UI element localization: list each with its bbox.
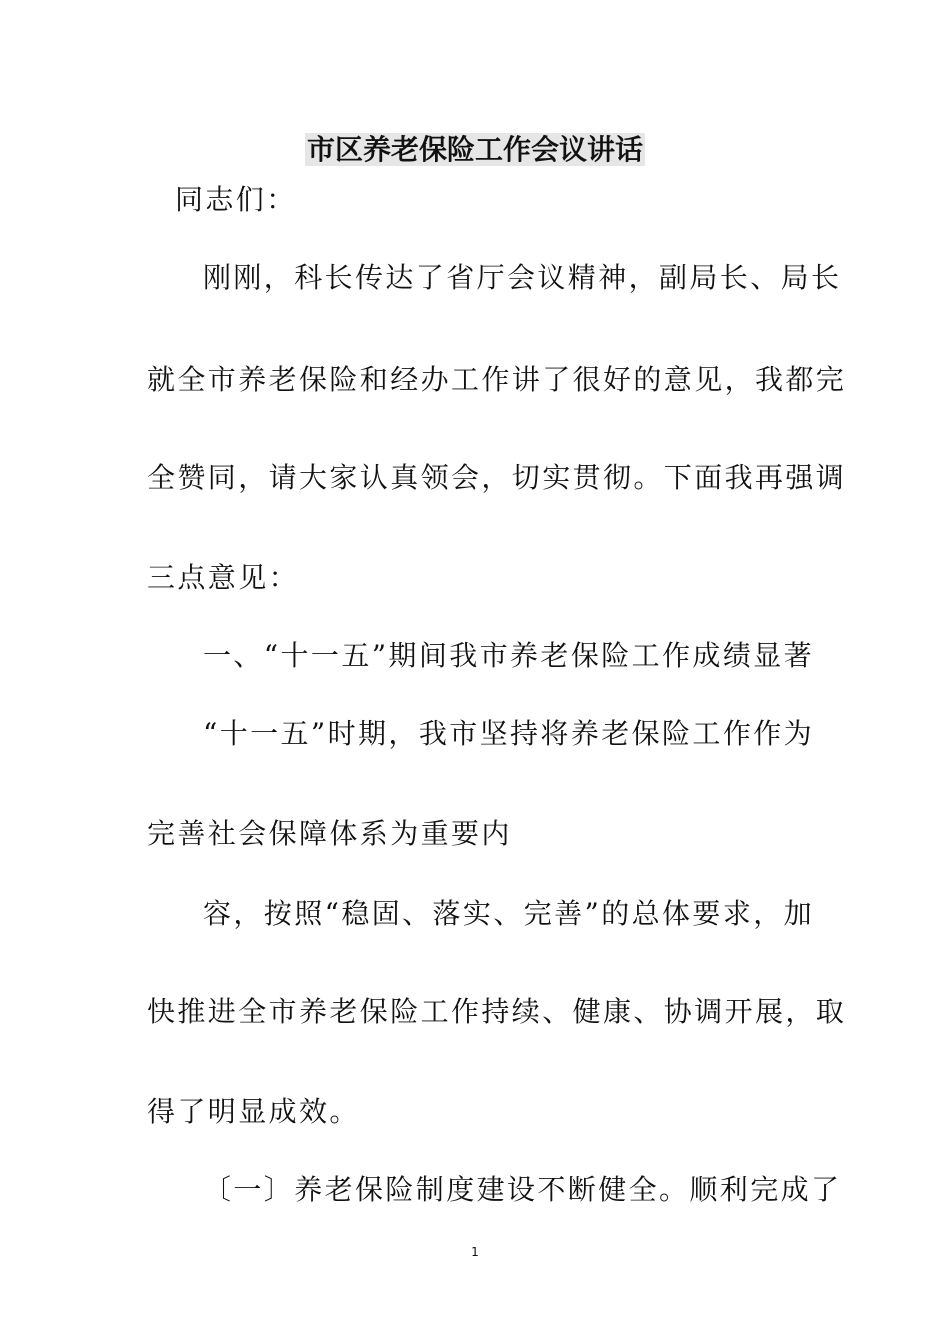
paragraph-line: 三点意见： <box>147 561 300 594</box>
paragraph-line: 全赞同，请大家认真领会，切实贯彻。下面我再强调 <box>147 461 847 494</box>
paragraph-line: “十一五”时期，我市坚持将养老保险工作作为 <box>203 717 815 750</box>
salutation-line: 同志们： <box>175 183 297 216</box>
paragraph-line: 就全市养老保险和经办工作讲了很好的意见，我都完 <box>147 363 847 396</box>
paragraph-line: 完善社会保障体系为重要内 <box>147 817 512 850</box>
paragraph-line: 快推进全市养老保险工作持续、健康、协调开展，取 <box>147 995 847 1028</box>
paragraph-line: 容，按照“稳固、落实、完善”的总体要求，加 <box>203 897 815 930</box>
subsection-heading: 〔一〕养老保险制度建设不断健全。顺利完成了 <box>203 1173 842 1206</box>
document-title-text: 市区养老保险工作会议讲话 <box>306 133 643 166</box>
page-number: 1 <box>471 1245 479 1259</box>
paragraph-line: 得了明显成效。 <box>147 1095 360 1128</box>
section-heading: 一、“十一五”期间我市养老保险工作成绩显著 <box>203 639 815 672</box>
document-title <box>0 130 950 170</box>
paragraph-line: 刚刚，科长传达了省厅会议精神，副局长、局长 <box>203 261 842 294</box>
